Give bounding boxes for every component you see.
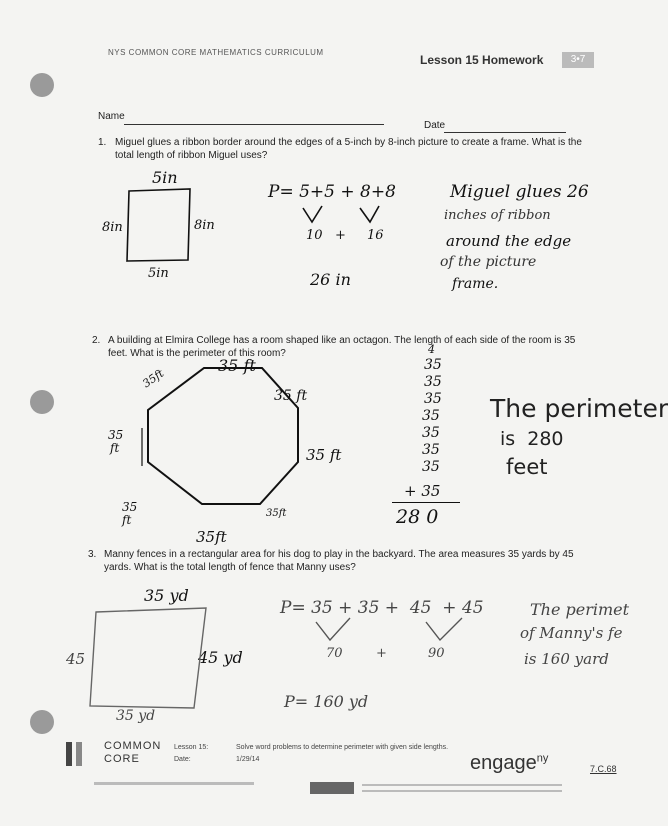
lesson-title: Lesson 15 Homework [420,53,544,67]
q2-answer-line: feet [506,455,548,479]
q1-bottom-label: 5in [148,266,169,281]
q3-rectangle [90,608,206,708]
footer-date: 1/29/14 [236,756,260,763]
q2-side-label: 35 ft [306,446,342,464]
q1-answer-line: inches of ribbon [444,208,551,223]
q2-tally-item: 35 [422,408,440,424]
q1-rectangle [127,189,190,261]
q1-answer-line: frame. [452,276,499,292]
logo-line1: COMMON [104,740,162,752]
curriculum-title: NYS COMMON CORE MATHEMATICS CURRICULUM [108,48,324,57]
q2-side-label: 35 ft [274,388,308,404]
q2-octagon [148,368,298,504]
q1-left-label: 8in [102,220,123,235]
logo-line2: CORE [104,753,140,765]
footer-date-label: Date: [174,756,191,763]
grade-badge: 3•7 [562,52,594,68]
q3-pair-mark [316,618,350,640]
q3-left-sum: 70 [326,646,343,661]
date-label: Date [424,120,446,131]
q2-side-label: 35 [122,500,138,514]
q3-result: P= 160 yd [284,692,369,711]
q2-tally-item: + 35 [404,482,441,500]
q2-total: 28 0 [396,506,439,528]
brand-sup: ny [536,752,549,765]
q1-right-sum: 16 [367,228,384,243]
q3-text: Manny fences in a rectangular area for his dog to play in the backyard. The area measures 35 yards by 45 yards. What is the total length of fence that Manny uses? [104,549,574,573]
q3-answer-line: The perimet [530,600,630,619]
q3-bottom-label: 35 yd [116,708,156,724]
q1-result: 26 in [310,270,351,289]
q2-number: 2. [92,335,101,346]
q2-answer-line: The perimeter [490,394,668,423]
q2-tally-item: 35 [422,459,440,475]
q1-left-sum: 10 [306,228,323,243]
brand-name: engage [470,752,537,774]
q3-pair-mark [426,618,462,640]
q2-answer-line: is 280 [500,428,564,450]
q2-tally-item: 35 [424,357,442,373]
q3-right-label: 45 yd [198,648,243,667]
q1-answer-line: Miguel glues 26 [450,182,589,202]
name-label: Name [98,111,125,122]
q1-equation: P= 5+5 + 8+8 [268,182,396,202]
q3-answer-line: of Manny's fe [520,624,623,642]
q3-right-sum: 90 [428,646,445,661]
q1-answer-line: of the picture [440,254,537,270]
q1-answer-line: around the edge [446,232,572,250]
q2-side-label: 35ft [196,528,227,546]
q3-number: 3. [88,549,97,560]
q3-answer-line: is 160 yard [524,650,609,668]
q2-side-label: ft [110,441,120,455]
footer-lesson-desc: Solve word problems to determine perimeter with given side lengths. [236,744,449,751]
footer-lesson-label: Lesson 15: [174,744,209,751]
q3-equation: P= 35 + 35 + 45 + 45 [280,598,484,618]
q2-side-label: ft [122,513,132,527]
q2-side-label: 35 [108,428,124,442]
q3-top-label: 35 yd [144,586,189,605]
q2-tally-item: 35 [422,425,440,441]
q1-plus: + [335,228,346,243]
q2-side-label: 35ft [140,366,167,391]
q1-number: 1. [98,137,107,148]
page-number: 7.C.68 [590,764,617,774]
q2-tally-item: 35 [424,391,442,407]
q1-text: Miguel glues a ribbon border around the edges of a 5-inch by 8-inch picture to create a frame. What is the total length of ribbon Miguel uses? [115,137,582,161]
q1-right-label: 8in [194,218,215,233]
q2-tally-item: 35 [422,442,440,458]
q2-text: A building at Elmira College has a room shaped like an octagon. The length of each side of the room is 35 feet. What is the perimeter of this room? [108,335,576,359]
q3-left-label: 45 [66,650,86,668]
q2-side-label: 35ft [266,508,287,519]
q1-pair-mark [360,206,379,222]
q2-side-label: 35 ft [218,356,256,375]
q1-pair-mark [303,206,322,222]
q1-top-label: 5in [152,168,178,187]
q3-plus: + [376,646,387,661]
q2-tally-item: 35 [424,374,442,390]
q2-carry: 4 [428,343,435,356]
